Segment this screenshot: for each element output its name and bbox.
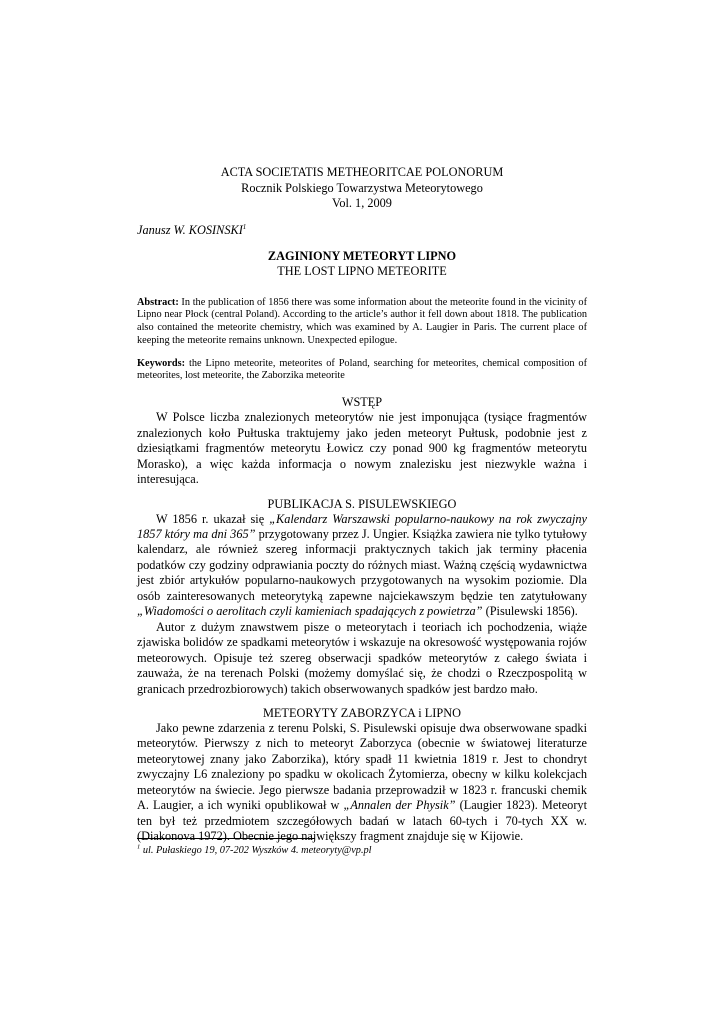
italic-title-annalen: „Annalen der Physik”: [343, 798, 456, 813]
author-name: Janusz W. KOSINSKI: [137, 222, 243, 237]
abstract-text: In the publication of 1856 there was some information about the meteorite found in the vicinity of Lipno near Płock (central Poland). According to the article’s author it fell down about 1818. The publication also contained the meteorite chemistry, which was examined by A. Laugier in Paris. The current place of keeping the meteorite remains unknown. Unexpected epilogue.: [137, 296, 587, 346]
text-run: Jako pewne zdarzenia z terenu Polski, S. Pisulewski opisuje dwa obserwowane spadki meteorytów. Pierwszy z nich to meteoryt Zaborzyca (obecnie w światowej literaturze meteorytowej znany jako Zaborzika), który spadł 11 kwietnia 1819 r. Jest to chondryt zwyczajny L6 znaleziony po spadku w okolicach Żytomierza, obecny w kilku kolekcjach meteorytów na świecie. Jego pierwsze badania przeprowadził w 1823 r. francuski chemik A. Laugier, a ich wyniki opublikował w: [137, 720, 587, 813]
keywords: [137, 358, 587, 384]
text-run: (Pisulewski 1856).: [482, 604, 578, 619]
keywords-label: Keywords:: [137, 357, 186, 369]
footnote: [137, 844, 587, 857]
section-heading-meteorites: METEORYTY ZABORZYCA i LIPNO: [262, 705, 461, 720]
section-intro-paragraph: W Polsce liczba znalezionych meteorytów nie jest imponująca (tysiące fragmentów znalezionych koło Pułtuska traktujemy jako jeden meteoryt Pułtusk, podobnie jest z dziesiątkami fragmentów meteorytu Łowicz czy ponad 900 kg fragmentów meteorytu Morasko), a więc każda informacja o nowym znalezisku jest niezwykle ważna i interesująca.: [137, 410, 587, 487]
text-run: (Laugier 1823). Meteoryt ten był też przedmiotem szczegółowych badań w latach 60-tych i 70-tych XX w. (Diakonova 1972). Obecnie jego największy fragment znajduje się w Kijowie.: [137, 798, 587, 844]
abstract: [137, 297, 587, 348]
footnote-separator: [137, 838, 315, 839]
italic-title-wiadomosci: „Wiadomości o aerolitach czyli kamieniach spadających z powietrza”: [137, 604, 483, 619]
section-meteorites-paragraph: [137, 721, 587, 845]
journal-volume: Vol. 1, 2009: [332, 196, 392, 210]
journal-name: ACTA SOCIETATIS METHEORITCAE POLONORUM: [220, 165, 504, 179]
italic-title-kalendarz: „Kalendarz Warszawski popularno-naukowy na rok zwyczajny 1857 który ma dni 365”: [137, 511, 587, 541]
section-heading-publication: PUBLIKACJA S. PISULEWSKIEGO: [267, 496, 457, 511]
abstract-label: Abstract:: [137, 296, 179, 308]
section-publication-paragraph-1: [137, 512, 587, 620]
journal-header: [137, 165, 587, 212]
footnote-text: ul. Pułaskiego 19, 07-202 Wyszków 4. meteoryty@vp.pl: [140, 845, 372, 856]
section-publication-paragraph-2: Autor z dużym znawstwem pisze o meteorytach i teoriach ich pochodzenia, wiąże zjawiska bolidów ze spadkami meteorytów i wskazuje na okresowość występowania rojów meteorowych. Opisuje też szereg obserwacji spadków meteorytów z całego świata i zauważa, że na terenach Polski (możemy domyślać się, że chodzi o Rzeczpospolitą w granicach przedrozbiorowych) takich obserwowanych spadków jest bardzo mało.: [137, 619, 587, 696]
footnote-mark: 1: [137, 843, 141, 851]
journal-subtitle: Rocznik Polskiego Towarzystwa Meteorytowego: [241, 180, 483, 195]
text-run: przygotowany przez J. Ungier. Książka zawiera nie tylko tytułowy kalendarz, ale również szereg informacji praktycznych takich jak terminy płacenia podatków czy godziny odprawiania poczty do różnych miast. Ważną częścią wydawnictwa jest zbiór artykułów popularno-naukowych przygotowanych na wysokim poziomie. Dla osób zainteresowanych meteorytyką zapewne najciekawszym będzie ten zatytułowany: [137, 527, 587, 603]
section-heading-intro: WSTĘP: [341, 395, 383, 410]
paper-page: [137, 165, 587, 845]
title-english: THE LOST LIPNO METEORITE: [277, 264, 447, 278]
author-line: [137, 223, 587, 238]
title-polish: ZAGINIONY METEORYT LIPNO: [267, 248, 457, 263]
article-title: [137, 249, 587, 280]
text-run: W 1856 r. ukazał się: [156, 511, 270, 526]
keywords-text: the Lipno meteorite, meteorites of Poland, searching for meteorites, chemical composition of meteorites, lost meteorite, the Zaborzika meteorite: [137, 357, 587, 382]
author-footnote-mark: 1: [242, 222, 247, 231]
